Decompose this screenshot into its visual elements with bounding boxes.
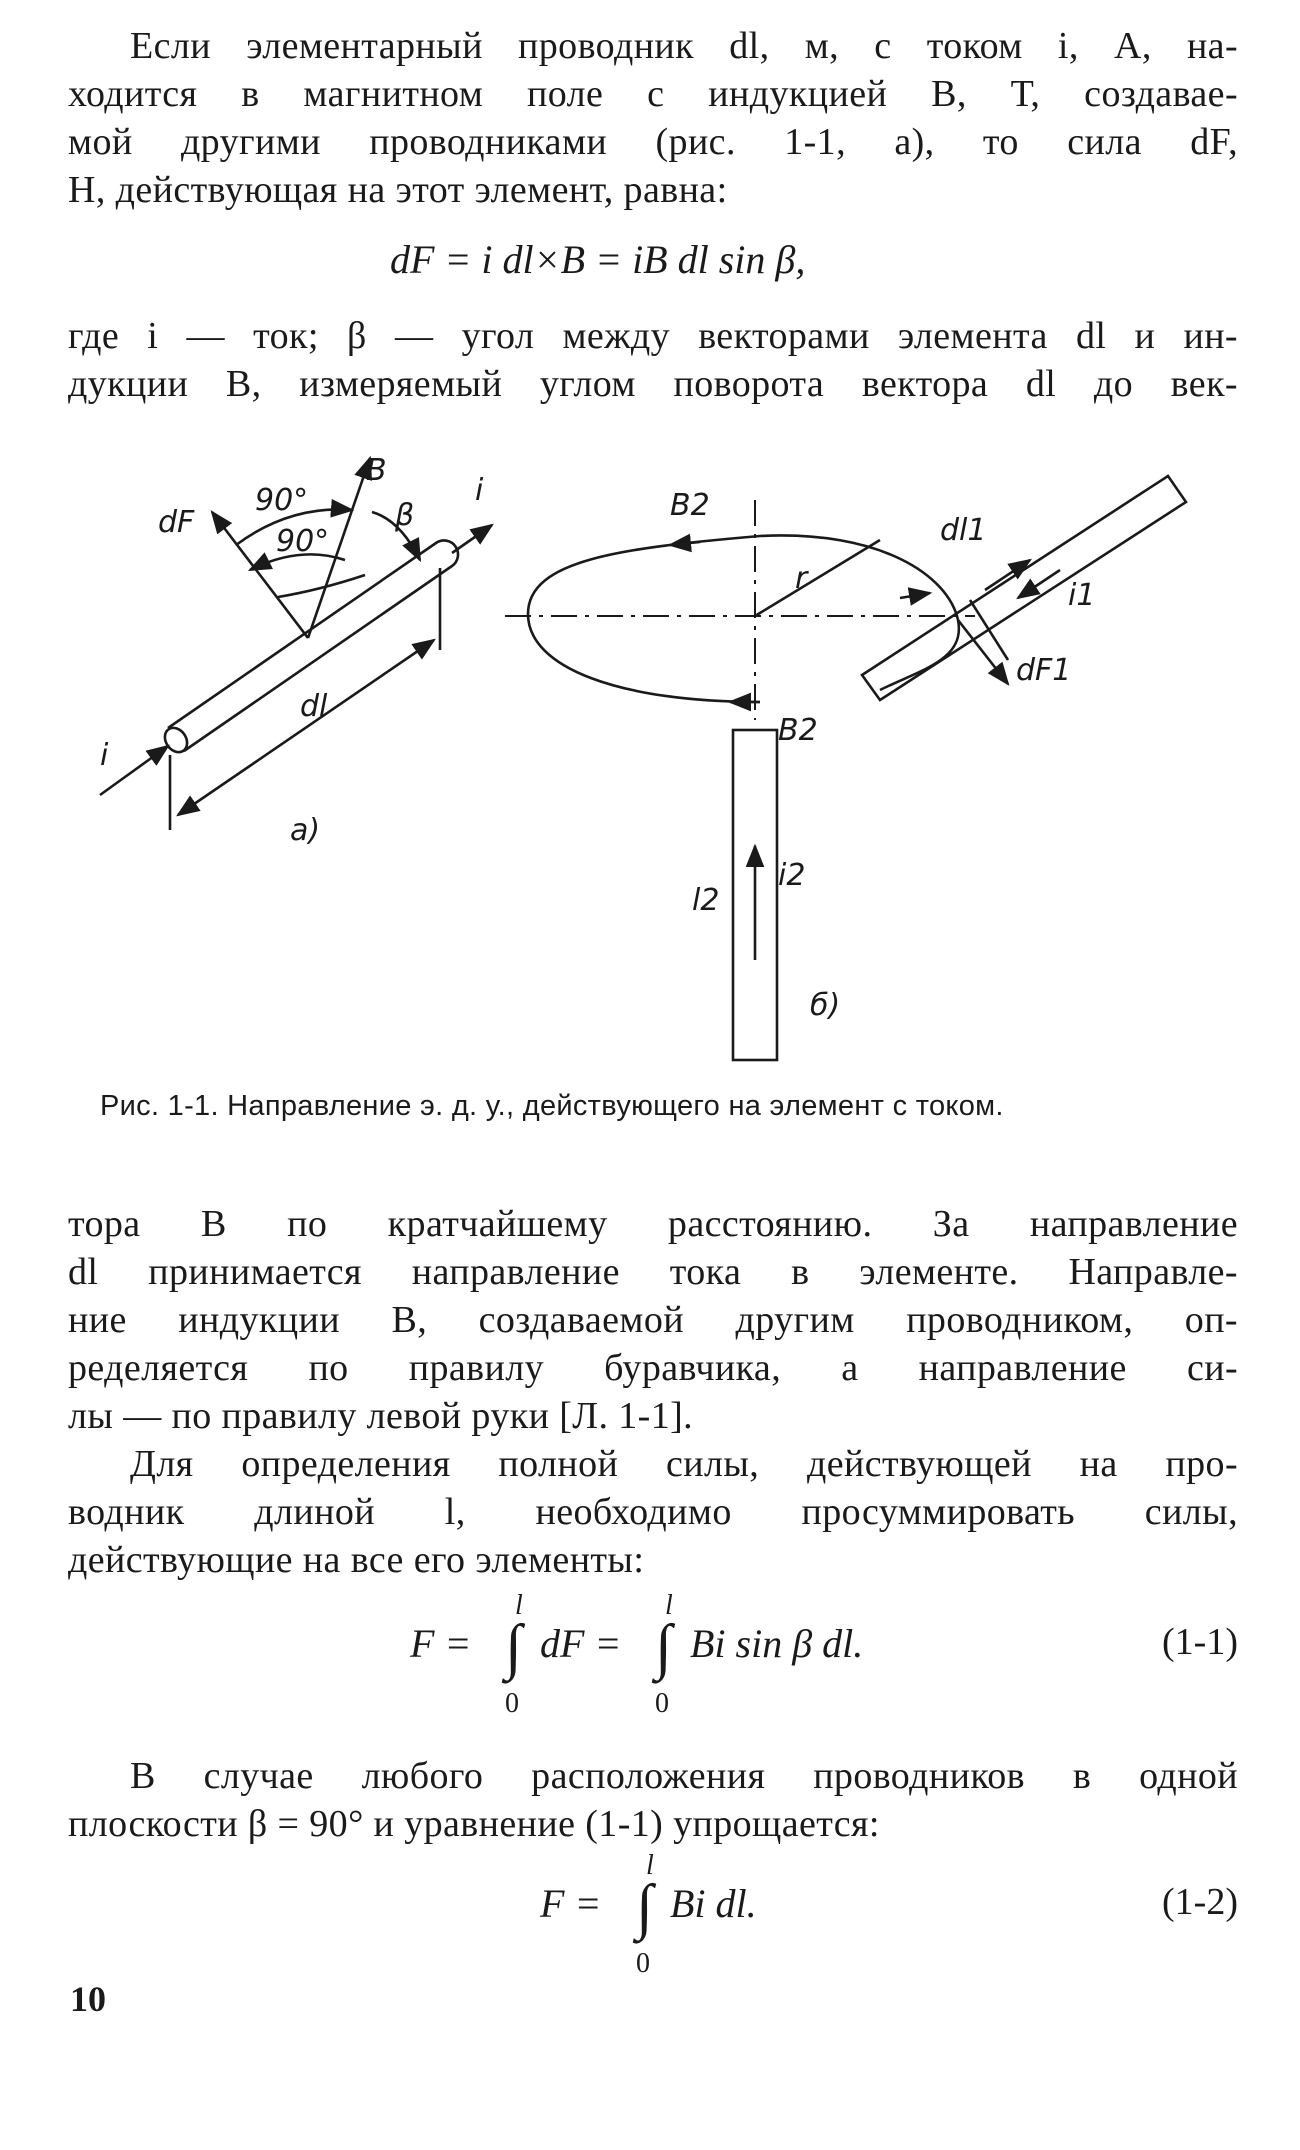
- text-line: В случае любого расположения проводников в одной: [130, 1755, 1238, 1797]
- page-number: 10: [70, 1979, 106, 2019]
- label-dl1: dl1: [940, 513, 987, 548]
- rod-end-cap: [160, 724, 191, 757]
- current-arrow-out: [452, 525, 492, 553]
- integral-upper: l: [646, 1850, 654, 1881]
- label-B: B: [366, 453, 387, 488]
- label-i-bottom: i: [100, 738, 109, 773]
- formula-force: dF = i dl×B = iB dl sin β,: [390, 237, 806, 282]
- integral-sign-3: l ∫ 0: [636, 1850, 654, 1979]
- current-arrow-i1: [1018, 570, 1060, 598]
- text-line: ходится в магнитном поле с индукцией B, Т, создавае-: [68, 73, 1238, 115]
- text-line: плоскости β = 90° и уравнение (1-1) упрощается:: [68, 1803, 880, 1845]
- text-line: ределяется по правилу буравчика, а направление си-: [68, 1347, 1238, 1389]
- text-line: тора B по кратчайшему расстоянию. За направление: [68, 1203, 1238, 1245]
- text-line: лы — по правилу левой руки [Л. 1-1].: [68, 1395, 694, 1437]
- label-angle-90-outer: 90°: [255, 483, 309, 518]
- dl1-arrow: [985, 560, 1030, 590]
- integral-lower: 0: [655, 1688, 669, 1719]
- text-line: ние индукции B, создаваемой другим проводником, оп-: [68, 1299, 1238, 1341]
- label-dF1: dF1: [1016, 653, 1072, 688]
- label-angle-90-inner: 90°: [276, 524, 330, 559]
- eq2-rhs: Bi dl.: [670, 1881, 757, 1926]
- integral-lower: 0: [636, 1948, 650, 1979]
- label-i-top: i: [475, 473, 484, 508]
- radius-line: [755, 540, 880, 616]
- paragraph-total-force: [68, 1440, 1238, 1584]
- text-line: мой другими проводниками (рис. 1-1, а), то сила dF,: [68, 121, 1238, 163]
- text-line: dl принимается направление тока в элементе. Направле-: [68, 1251, 1238, 1293]
- equation-number-1-2: (1-2): [1162, 1881, 1238, 1923]
- label-sub-a: а): [290, 813, 321, 848]
- integral-sign-1: l ∫ 0: [505, 1590, 523, 1719]
- text-line: дукции B, измеряемый углом поворота вектора dl до век-: [68, 363, 1238, 405]
- field-line-ellipse: [528, 535, 959, 702]
- label-i2: i2: [778, 858, 806, 893]
- paragraph-simplification: [68, 1752, 1238, 1848]
- integral-upper: l: [515, 1590, 523, 1621]
- text-line: действующие на все его элементы:: [68, 1539, 645, 1581]
- angle-arc-inner2: [278, 575, 365, 597]
- text-line: водник длиной l, необходимо просуммировать силы,: [68, 1491, 1238, 1533]
- equation-number-1-1: (1-1): [1162, 1621, 1238, 1663]
- figure-caption: Рис. 1-1. Направление э. д. у., действующего на элемент с током.: [100, 1090, 1004, 1122]
- label-l2: l2: [692, 883, 720, 918]
- dl1-mark-a: [970, 600, 1008, 660]
- text-line: где i — ток; β — угол между векторами элемента dl и ин-: [68, 315, 1238, 357]
- eq1-mid: dF =: [540, 1621, 622, 1666]
- text-line: Для определения полной силы, действующей на про-: [130, 1443, 1238, 1485]
- text-line: Н, действующая на этот элемент, равна:: [68, 169, 728, 211]
- paragraph-direction: [68, 1200, 1238, 1440]
- integral-lower: 0: [505, 1688, 519, 1719]
- eq1-rhs: Bi sin β dl.: [690, 1621, 864, 1666]
- label-dF: dF: [158, 505, 195, 540]
- label-B2-top: B2: [670, 488, 710, 523]
- eq1-lhs: F =: [410, 1621, 472, 1666]
- label-dl: dl: [300, 689, 328, 724]
- figure-part-b: [505, 476, 1186, 1060]
- integral-upper: l: [665, 1590, 673, 1621]
- label-B2-bottom: B2: [778, 713, 818, 748]
- label-r: r: [795, 561, 808, 596]
- field-arrow-top: [670, 542, 700, 545]
- label-i1: i1: [1068, 578, 1096, 613]
- text-line: Если элементарный проводник dl, м, с током i, А, на-: [130, 25, 1238, 67]
- integral-sign-2: l ∫ 0: [655, 1590, 673, 1719]
- label-sub-b: б): [810, 988, 841, 1023]
- current-arrow-in: [100, 746, 168, 795]
- force-vector-dF1: [958, 620, 1008, 684]
- eq2-lhs: F =: [540, 1881, 602, 1926]
- label-beta: β: [395, 498, 415, 533]
